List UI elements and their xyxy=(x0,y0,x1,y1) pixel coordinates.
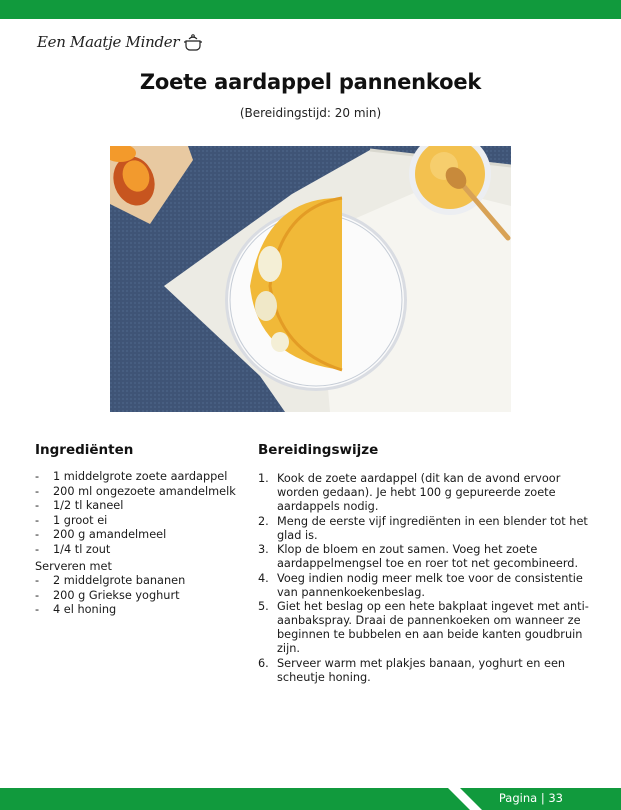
ingredient-item: - 1 middelgrote zoete aardappel xyxy=(35,470,228,483)
page-number: Pagina | 33 xyxy=(498,791,563,805)
serve-item: - 4 el honing xyxy=(35,603,117,617)
top-accent-bar xyxy=(0,0,621,19)
step-item: 4. Voeg indien nodig meer melk toe voor de consistentie van pannenkoekenbeslag. xyxy=(258,571,583,599)
brand-name: Een Maatje Minder xyxy=(37,33,180,51)
serve-item: - 2 middelgrote bananen xyxy=(35,574,186,588)
ingredient-item: - 1/4 tl zout xyxy=(35,542,111,556)
footer-divider-slash xyxy=(448,788,488,810)
step-item: 6. Serveer warm met plakjes banaan, yoghurt en een scheutje honing. xyxy=(258,656,566,684)
cooking-pot-icon xyxy=(183,33,203,51)
serve-item: - 200 g Griekse yoghurt xyxy=(35,588,180,602)
step-item: 5. Giet het beslag op een hete bakplaat ingevet met anti-aanbakspray. Draai de pannenkoeken om wanneer ze beginnen te bubbelen en aan beide kanten goudbruin zijn. xyxy=(258,600,589,656)
ingredient-item: - 200 g amandelmeel xyxy=(35,528,167,542)
pancake-photo xyxy=(110,146,511,412)
recipe-title: Zoete aardappel pannenkoek xyxy=(139,70,482,94)
prep-time: (Bereidingstijd: 20 min) xyxy=(239,106,382,120)
ingredients-list xyxy=(35,470,250,618)
serve-heading: Serveren met xyxy=(35,559,112,573)
ingredients-heading: Ingrediënten xyxy=(35,442,134,458)
step-item: 1. Kook de zoete aardappel (dit kan de avond ervoor worden gedaan). Je hebt 100 g gepureerde zoete aardappels nodig. xyxy=(258,472,561,514)
ingredient-item: - 1 groot ei xyxy=(35,513,108,527)
ingredient-item: - 200 ml ongezoete amandelmelk xyxy=(35,484,236,498)
step-item: 3. Klop de bloem en zout samen. Voeg het zoete aardappelmengsel toe en roer tot net gecombineerd. xyxy=(258,543,579,571)
brand-logo xyxy=(37,33,203,51)
preparation-steps xyxy=(258,472,590,685)
preparation-heading: Bereidingswijze xyxy=(258,442,379,458)
step-item: 2. Meng de eerste vijf ingrediënten in een blender tot het glad is. xyxy=(258,514,588,542)
ingredient-item: - 1/2 tl kaneel xyxy=(35,499,124,513)
